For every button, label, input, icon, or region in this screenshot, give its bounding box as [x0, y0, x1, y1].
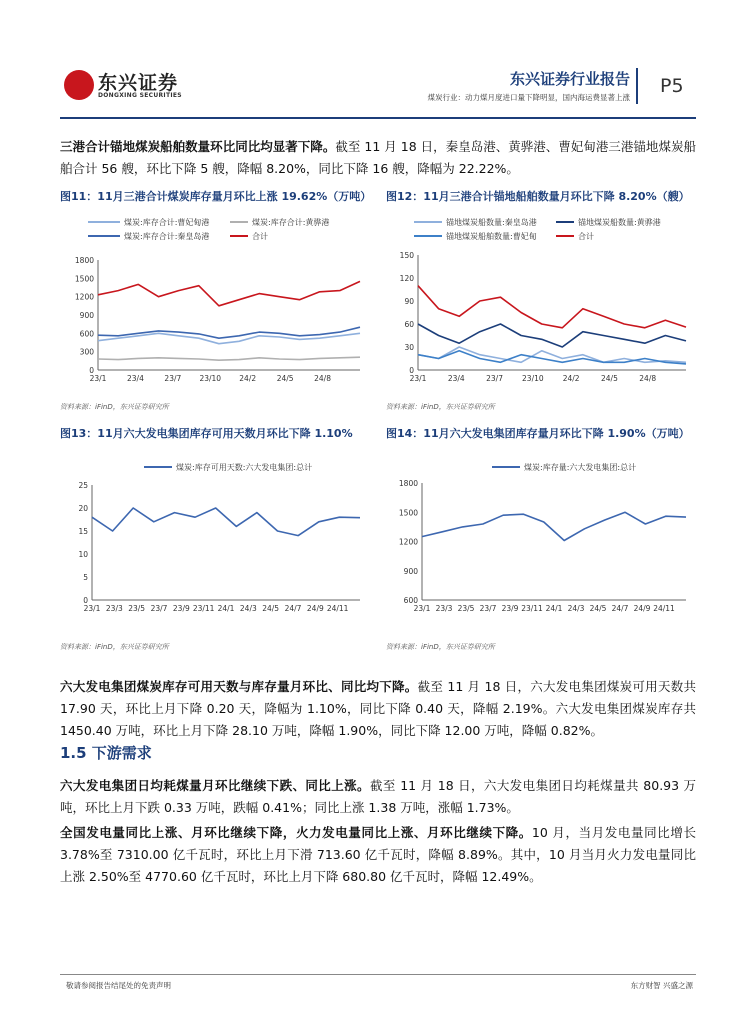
x-tick-label: 24/2	[239, 374, 257, 382]
legend-label: 锚地煤炭船数量:秦皇岛港	[446, 218, 537, 227]
legend-fig11	[88, 217, 329, 241]
x-tick-label: 23/7	[486, 374, 503, 382]
x-tick-label: 24/3	[567, 604, 585, 613]
figure-13-title: 图13：11月六大发电集团库存可用天数月环比下降 1.10%	[60, 427, 353, 440]
x-tick-label: 24/9	[633, 604, 651, 613]
x-tick-label: 24/11	[653, 604, 675, 613]
chart-fig12	[386, 210, 696, 382]
legend-label: 煤炭:库存合计:黄骅港	[252, 218, 330, 227]
x-tick-label: 24/3	[239, 604, 257, 613]
footer-slogan: 东方财智 兴盛之源	[630, 981, 693, 990]
paragraph-inventory	[60, 676, 696, 742]
legend-label: 锚地煤炭船数量:黄骅港	[578, 218, 661, 227]
x-tick-label: 24/7	[284, 604, 302, 613]
x-tick-label: 24/5	[262, 604, 280, 613]
x-tick-label: 23/9	[501, 604, 519, 613]
series-line	[98, 281, 360, 305]
x-tick-label: 23/1	[409, 374, 427, 382]
report-title: 东兴证券行业报告	[509, 70, 630, 88]
header-divider	[636, 68, 638, 104]
x-tick-label: 24/8	[639, 374, 657, 382]
x-tick-label: 24/2	[562, 374, 580, 382]
x-tick-label: 23/11	[521, 604, 543, 613]
x-tick-label: 23/4	[127, 374, 144, 382]
x-tick-label: 23/10	[522, 374, 544, 382]
header-rule	[60, 117, 696, 119]
x-tick-label: 23/1	[89, 374, 107, 382]
y-tick-label: 600	[79, 329, 94, 339]
x-tick-label: 24/5	[601, 374, 618, 382]
x-tick-label: 23/7	[150, 604, 168, 613]
legend-label: 煤炭:库存量:六大发电集团:总计	[524, 463, 637, 472]
section-title: 1.5 下游需求	[60, 744, 152, 762]
legend-label: 锚地煤炭船舶数量:曹妃甸	[446, 232, 537, 241]
chart-fig13	[60, 455, 370, 620]
plot-area	[400, 251, 686, 382]
paragraph-lead: 全国发电量同比上涨、月环比继续下降，火力发电量同比上涨、月环比继续下降。	[60, 825, 532, 840]
legend-fig13	[144, 462, 312, 472]
logo-icon	[64, 70, 94, 100]
series-line	[92, 508, 360, 536]
y-tick-label: 60	[404, 320, 414, 329]
x-tick-label: 24/1	[545, 604, 563, 613]
y-tick-label: 0	[89, 366, 94, 375]
x-tick-label: 24/11	[326, 604, 349, 613]
x-tick-label: 24/7	[611, 604, 629, 613]
x-tick-label: 23/7	[164, 374, 182, 382]
plot-area	[399, 479, 686, 613]
footer-disclaimer: 敬请参阅报告结尾处的免责声明	[66, 981, 171, 990]
series-line	[422, 512, 686, 540]
y-tick-label: 1800	[74, 256, 94, 265]
x-tick-label: 23/4	[447, 374, 465, 382]
y-tick-label: 900	[79, 311, 94, 320]
y-tick-label: 300	[79, 347, 94, 357]
x-tick-label: 23/10	[199, 374, 222, 382]
x-tick-label: 23/9	[172, 604, 190, 613]
x-tick-label: 24/5	[276, 374, 294, 382]
paragraph-body: 截至 11 月 18 日，六大发电集团日均耗煤量共 80.93 万吨，环比上月下跌 0.33 万吨，跌幅 0.41%；同比上涨 1.38 万吨，涨幅 1.73%。	[60, 778, 696, 815]
legend-label: 合计	[578, 232, 594, 241]
paragraph-lead: 三港合计锚地煤炭船舶数量环比同比均显著下降。	[60, 139, 336, 154]
x-tick-label: 23/5	[128, 604, 146, 613]
paragraph-consumption	[60, 775, 696, 819]
y-tick-label: 900	[403, 566, 418, 576]
x-tick-label: 23/7	[479, 604, 497, 613]
y-tick-label: 25	[78, 481, 88, 490]
chart-fig11	[60, 210, 370, 382]
x-tick-label: 24/8	[314, 374, 331, 382]
legend-fig12	[414, 217, 661, 241]
y-tick-label: 1800	[398, 479, 418, 488]
x-tick-label: 24/5	[589, 604, 607, 613]
paragraph-generation	[60, 822, 696, 888]
y-tick-label: 0	[83, 596, 88, 605]
page-number: P5	[660, 75, 684, 97]
y-tick-label: 10	[78, 550, 88, 559]
y-tick-label: 20	[78, 504, 88, 513]
figure-11-title: 图11：11月三港合计煤炭库存量月环比上涨 19.62%（万吨）	[60, 190, 372, 203]
series-line	[418, 286, 686, 328]
footer-rule	[60, 974, 696, 975]
legend-label: 合计	[252, 232, 268, 241]
y-tick-label: 90	[404, 297, 414, 306]
paragraph-anchorage	[60, 136, 696, 180]
plot-area	[75, 256, 360, 382]
y-tick-label: 1500	[74, 274, 94, 284]
source-fig14: 资料来源：iFinD，东兴证券研究所	[386, 643, 495, 651]
y-tick-label: 1200	[74, 292, 94, 302]
y-tick-label: 600	[403, 596, 418, 605]
series-line	[98, 357, 360, 360]
y-tick-label: 30	[404, 343, 414, 352]
x-tick-label: 23/1	[413, 604, 431, 613]
source-fig12: 资料来源：iFinD，东兴证券研究所	[386, 403, 495, 411]
plot-area	[78, 481, 360, 613]
x-tick-label: 23/11	[192, 604, 215, 613]
paragraph-body: 截至 11 月 18 日，秦皇岛港、黄骅港、曹妃甸港三港锚地煤炭船舶合计 56 艘，环比下降 5 艘，降幅 8.20%，同比下降 16 艘，降幅为 22.22%。	[60, 139, 696, 176]
y-tick-label: 1500	[398, 508, 418, 518]
y-tick-label: 0	[409, 366, 414, 375]
logo-text: 东兴证券	[98, 72, 179, 94]
legend-label: 煤炭:库存合计:秦皇岛港	[124, 232, 210, 241]
report-subtitle: 煤炭行业：动力煤月度进口量下降明显，国内海运费显著上涨	[427, 93, 630, 102]
y-tick-label: 150	[399, 251, 414, 260]
y-tick-label: 120	[399, 274, 414, 283]
paragraph-body: 10 月，当月发电量同比增长 3.78%至 7310.00 亿千瓦时，环比上月下滑 713.60 亿千瓦时，降幅 8.89%。其中，10 月当月火力发电量同比上涨 2.50%至 4770.60 亿千瓦时，环比上月下降 680.80 亿千瓦时，降幅 12.49%。	[60, 825, 696, 884]
x-tick-label: 23/1	[83, 604, 101, 613]
paragraph-lead: 六大发电集团日均耗煤量月环比继续下跌、同比上涨。	[60, 778, 370, 793]
figure-12-title: 图12：11月三港合计锚地船舶数量月环比下降 8.20%（艘）	[386, 190, 690, 203]
paragraph-body: 截至 11 月 18 日，六大发电集团煤炭可用天数共 17.90 天，环比上月下降 0.20 天，降幅为 1.10%，同比下降 0.40 天，降幅 2.19%。六大发电集团煤炭库存共 1450.40 万吨，环比上月下降 28.10 万吨，降幅 1.90%，同比下降 12.00 万吨，降幅 0.82%。	[60, 679, 696, 738]
source-fig13: 资料来源：iFinD，东兴证券研究所	[60, 643, 169, 651]
source-fig11: 资料来源：iFinD，东兴证券研究所	[60, 403, 169, 411]
x-tick-label: 23/3	[435, 604, 453, 613]
x-tick-label: 23/3	[105, 604, 123, 613]
y-tick-label: 15	[78, 527, 88, 536]
legend-fig14	[492, 462, 636, 472]
x-tick-label: 23/5	[457, 604, 475, 613]
paragraph-lead: 六大发电集团煤炭库存可用天数与库存量月环比、同比均下降。	[60, 679, 418, 694]
legend-label: 煤炭:库存可用天数:六大发电集团:总计	[176, 463, 313, 472]
figure-14-title: 图14：11月六大发电集团库存量月环比下降 1.90%（万吨）	[386, 427, 690, 440]
y-tick-label: 5	[83, 573, 88, 582]
chart-fig14	[386, 455, 696, 620]
x-tick-label: 24/1	[217, 604, 235, 613]
legend-label: 煤炭:库存合计:曹妃甸港	[124, 218, 210, 227]
logo-english: DONGXING SECURITIES	[98, 92, 182, 99]
x-tick-label: 24/9	[306, 604, 324, 613]
y-tick-label: 1200	[398, 537, 418, 547]
